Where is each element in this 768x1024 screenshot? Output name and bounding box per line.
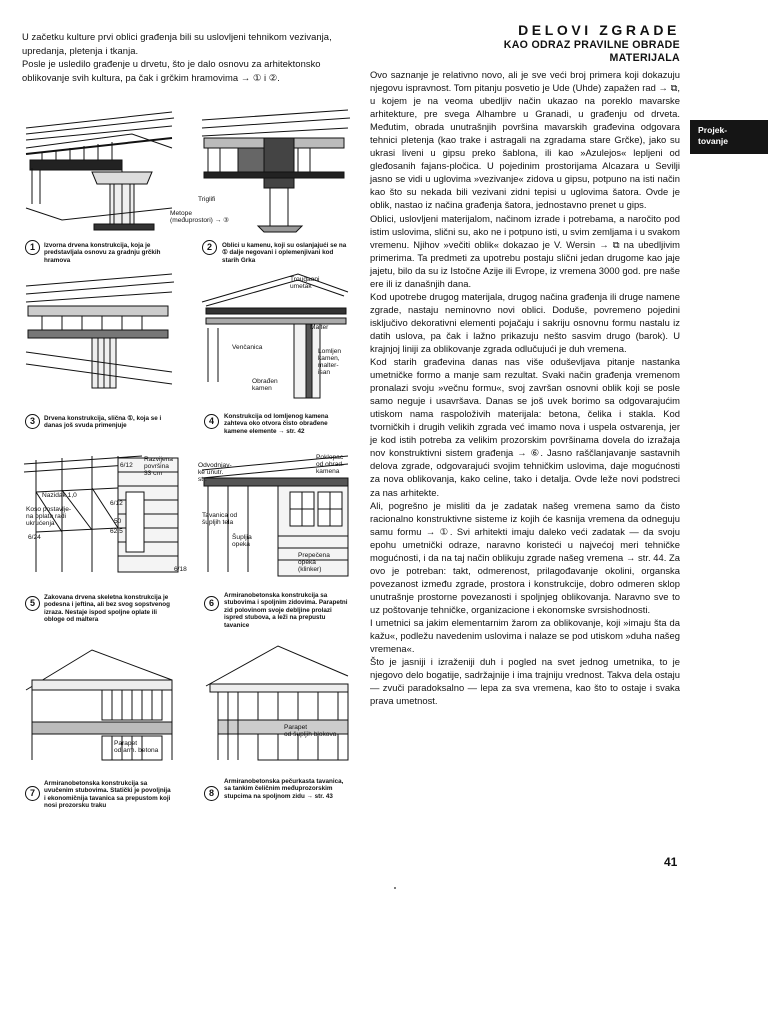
figure-2-label-metopes: Metope (međuprostori) → ③ bbox=[170, 210, 230, 224]
section-tab-line-2: tovanje bbox=[698, 136, 729, 146]
intro-paragraph: U začetku kulture prvi oblici građenja bili su uslovljeni tehnikom vezivanja, upredanja, pletenja i tkanja. bbox=[22, 31, 332, 56]
section-tab bbox=[690, 120, 768, 154]
figure-6-label-clinker: Prepečena opeka (klinker) bbox=[298, 552, 330, 573]
figure-4-illustration bbox=[198, 272, 358, 402]
body-paragraph: Ovo saznanje je relativno novo, ali je sve veći broj primera koji dokazuju njegovu ispravnost. Tom pitanju posvetio je Ude (Uhde) zapažen rad → ⧉, u kojem je na veoma ubedljiv način ukazao na poreklo mavarske arhitekture, pre svega Alhambre u Granadi, u građenju od drveta. Međutim, obrada unutrašnjih površina mavarskih građevina odgovara tehnici pletenja (kao trake i astragali na zgradama stare Grčke), jako su ukrasi liveni u gipsu preko šablona, ili kao »Azulejos« lepljeni od gleđosanih fajans-pločica. U pojedinim prostorijama Alcazara u Sevilji jasno se vidi u uglovima »vezivanje« zidova u gipsu, potpuno na isti način kao što su nekada bili vezivani zidni tepisi u uglovima šatora. Ovde je oblik, nastao iz načina građenja šatora, jednostavno prenet u gips. bbox=[370, 69, 680, 211]
figure-5-label-dim-a: 6/12 bbox=[120, 462, 133, 469]
figure-2-number: 2 bbox=[202, 240, 217, 255]
figure-4 bbox=[198, 272, 358, 435]
intro-text bbox=[22, 30, 367, 84]
figure-6 bbox=[198, 452, 358, 629]
figure-7-label-parapet: Parapet od arm. betona bbox=[114, 740, 159, 754]
figure-5-caption: Zakovana drvena skeletna konstrukcija je podesna i jeftina, ali bez svog sopstvenog izraza. Nestaje ispod spoljne oplate ili obloge od maltera bbox=[44, 594, 170, 624]
figure-4-number: 4 bbox=[204, 414, 219, 429]
figure-8-illustration bbox=[198, 640, 358, 770]
body-paragraph: Oblici, uslovljeni materijalom, načinom izrade i potrebama, a naročito pod istim uslovima, slični su, ako ne i potpuno isti, u svim zemljama i u svakom vremenu. Njihov »večiti oblik« dokazao je V. Wersin → ⧉ na ubedljivim primerima. Ta predmeti za upotrebu postaju slični jedan drugome kao jaje jajetu, bilo da su iz Istočne Azije ili Evrope, iz vremena 3000 god. pre naše ere ili iz današnjih dana. bbox=[370, 212, 680, 289]
figure-8 bbox=[198, 640, 358, 800]
figure-6-number: 6 bbox=[204, 596, 219, 611]
figure-4-label-cornice: Venčanica bbox=[232, 344, 263, 351]
figure-1-number: 1 bbox=[25, 240, 40, 255]
figure-5-number: 5 bbox=[25, 596, 40, 611]
heading-line-1: DELOVI ZGRADE bbox=[518, 22, 680, 38]
figure-6-caption: Armiranobetonska konstrukcija sa stubovima i spoljnim zidovima. Parapetni zid polovinom svoje debljine prolazi ispred stubova, a leži na prepustu tavanice bbox=[224, 592, 348, 629]
figure-5-label-dim-c: 50 bbox=[114, 518, 122, 525]
figure-3-number: 3 bbox=[25, 414, 40, 429]
figure-7 bbox=[22, 640, 182, 810]
intro-paragraph: Posle je usledilo građenje u drvetu, što je dalo osnovu za arhitektonsko oblikovanje svih kultura, pa čak i grčkim hramovima → ① i ②. bbox=[22, 58, 321, 83]
figure-4-label-dressed-stone: Obrađen kamen bbox=[252, 378, 278, 392]
speck bbox=[394, 887, 396, 889]
body-paragraph: Kod upotrebe drugog materijala, drugog načina građenja ili druge namene zgrade, nastaju neminovno novi oblici. Doduše, povremeno pojedini isključivo dekorativni elementi pojačaju i sakriju osnovnu formu nastalu iz datih uslova, pa čak i lažno prikazuju nešto sasvim drugo (barok). U krajnjoj liniji za oblikovanje zgrada odlučujući je duh vremena. bbox=[370, 290, 680, 354]
figure-6-label-hollow-brick: Šupljia opeka bbox=[232, 534, 252, 548]
heading-line-3: MATERIJALA bbox=[609, 51, 680, 64]
figure-3-illustration bbox=[22, 272, 182, 402]
figure-6-label-coping: Poklopac od obrad. kamena bbox=[316, 454, 344, 475]
figure-2 bbox=[170, 108, 358, 264]
figure-5-label-surface: Razvijena površina 33 cm bbox=[144, 456, 173, 477]
heading-line-2: KAO ODRAZ PRAVILNE OBRADE bbox=[503, 39, 680, 51]
figure-1-caption: Izvorna drvena konstrukcija, koja je predstavljala osnovu za gradnju grčkih hramova bbox=[44, 242, 161, 264]
figure-2-label-triglyphs: Triglifi bbox=[198, 196, 216, 203]
figure-4-label-triangle: Trougaoni umetak bbox=[290, 276, 320, 290]
body-paragraph: Kod starih građevina danas nas više oduševljava pitanje nastanka umetničke formo a manje sam rezultat. Svaki način građenja vremenom pronalazi svoju »večnu formu«, svoj završan osnovni oblik koji se posle samo neguje i usavršava. Danas se još uvek borimo sa odgovarajućim utiskom nama raspoloživih materijala: betona, čelika i stakla. Kod tvorničkih i drugih velikih zgrada već imamo nova i uspela ostvarenja, jer je kod istih potreba za velikim prozorskim površinama dovela do izražaja nov konstruktivni sistem građenja → ⑥. Jasno raščlanjavanje sastavnih delova zgrade, odgovarajući svojim tehničkim uslovima, daje mogućnosti za nova oblikovanja, kako celine, tako i detalja. Ovde leže novi podstreci za nas arhitekte. bbox=[370, 356, 680, 498]
figure-5-label-dim-f: 6/18 bbox=[174, 566, 187, 573]
figure-5-label-dim-d: 62,5 bbox=[110, 528, 123, 535]
figure-4-label-mortar: Malter bbox=[310, 324, 329, 331]
figure-6-label-slab: Tavanica od šupljih tela bbox=[202, 512, 238, 526]
figure-5-label-dim-e: 6/24 bbox=[28, 534, 41, 541]
body-paragraph: I umetnici sa jakim elementarnim žarom za oblikovanje, koji »imaju šta da kažu«, podležu navedenim uslovima i nalaze se pod utiskom »duha našeg vremena«. bbox=[370, 616, 680, 655]
figure-8-number: 8 bbox=[204, 786, 219, 801]
figure-8-caption: Armiranobetonska pečurkasta tavanica, sa tankim čeličnim međuprozorskim stupcima na spoljnom zidu → str. 43 bbox=[224, 778, 344, 800]
section-tab-line-1: Projek- bbox=[698, 125, 728, 135]
figure-3 bbox=[22, 272, 182, 430]
page-number: 41 bbox=[664, 855, 678, 869]
figure-2-caption: Oblici u kamenu, koji su oslanjajući se na ① dalje negovani i oplemenjivani kod starih Grka bbox=[222, 242, 347, 264]
figure-1 bbox=[22, 108, 182, 264]
body-text bbox=[370, 68, 680, 707]
figure-6-label-drain: Odvodnjav- ke unutr. str. bbox=[198, 462, 232, 483]
figure-5-label-wall: Nazidak 1,0 bbox=[42, 492, 77, 499]
figure-4-label-rubble: Lomljen kamen, malter- isan bbox=[318, 348, 342, 376]
figure-8-label-parapet: Parapet od šupljih blokova bbox=[284, 724, 337, 738]
figure-7-number: 7 bbox=[25, 786, 40, 801]
figure-5 bbox=[22, 452, 187, 624]
figure-7-caption: Armiranobetonska konstrukcija sa uvučenim stubovima. Statički je povoljnija i ekonomičnija tavanica sa prepustom koji nosi prozorsku traku bbox=[44, 780, 171, 810]
body-paragraph: Što je jasniji i izraženiji duh i pogled na svet jednog umetnika, to je njegovo delo bogatije, sadržajnije i ima trajniju vrednost. Takva dela ostaju — zvuči paradoksalno — lepa za sva vremena, kao što to ostaje i svaka prava umetnost. bbox=[370, 656, 680, 707]
section-heading bbox=[504, 22, 680, 64]
figure-1-illustration bbox=[22, 108, 182, 238]
figure-4-caption: Konstrukcija od lomljenog kamena zahteva oko otvora čisto obrađene kamene elemente → str. 42 bbox=[224, 413, 329, 435]
body-paragraph: Ali, pogrešno je misliti da je zadatak našeg vremena samo da čisto racionalno konstruktivne sisteme iz kojih će kasnija vremena da odneguju samu formu → ①. Svi arhitekti imaju daleko veći zadatak — da svoju epohu umetnički odraze, naravno koristeći u najvećoj meri tehničke mogućnosti, i da na taj način oblikuju zgrade našeg vremena → str. 44. Za ovo je potreban: takt, odmerenost, prilagođavanje okolini, organska povezanost između zgrade, prostora i konstrukcije, dobro odmeren sklop unutrašnje prostorne povezanosti i spoljnjeg oblikovanja. Naravno sve to uz poštovanje tehničke, organizacione i ekonomske svrsishodnosti. bbox=[370, 499, 680, 615]
figure-5-label-dim-b: 6/12 bbox=[110, 500, 123, 507]
figure-3-caption: Drvena konstrukcija, slična ①, koja se i danas još svuda primenjuje bbox=[44, 415, 162, 430]
figure-5-label-boarding: Koso postavlje- na oplata radi ukrućenja bbox=[26, 506, 72, 527]
